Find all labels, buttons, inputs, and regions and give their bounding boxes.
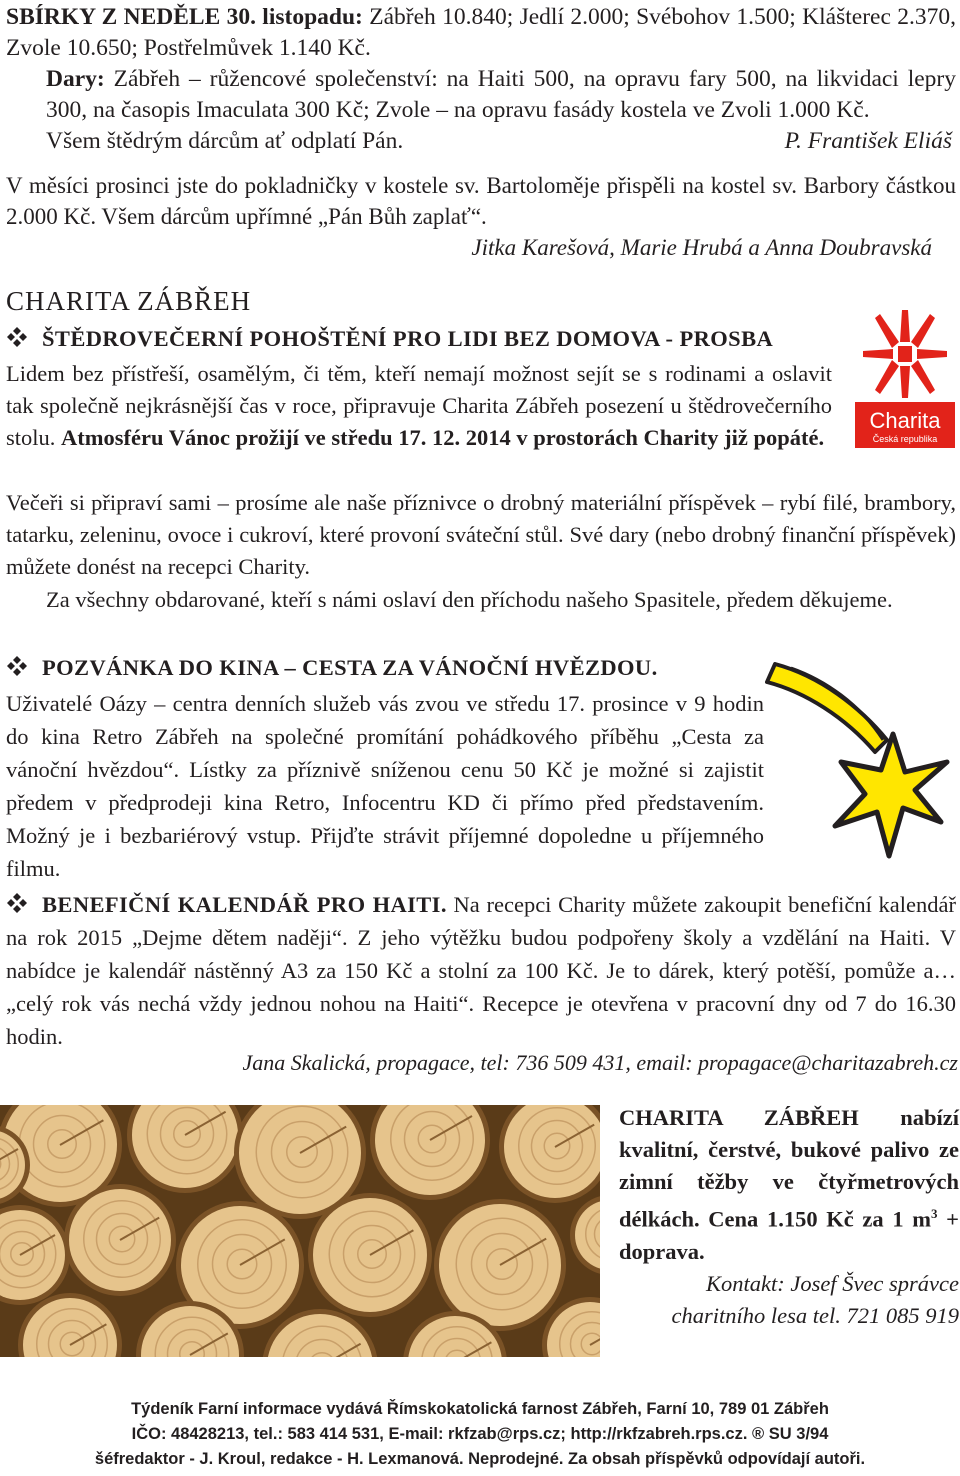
donations-paragraph xyxy=(6,64,956,126)
firewood-offer-tail: + doprava. xyxy=(619,1206,959,1264)
section-heading-cinema xyxy=(6,655,658,681)
section-heading-text: ŠTĚDROVEČERNÍ POHOŠTĚNÍ PRO LIDI BEZ DOMOVA - PROSBA xyxy=(42,326,774,351)
december-collection-text: V měsíci prosinci jste do pokladničky v kostele sv. Bartoloměje přispěli na kostel sv. Barbory částkou 2.000 Kč. Všem dárcům upřímné „Pán Bůh zaplať“. xyxy=(6,173,956,229)
christmas-dinner-request: Večeři si připraví sami – prosíme ale naše příznivce o drobný materiální příspěvek – rybí filé, brambory, tatarku, zeleninu, ovoce i cukroví, které provoní sváteční stůl. Své dary (nebo drobný finanční příspěvek) můžete donést na recepci Charity. xyxy=(6,490,956,579)
december-collection-block xyxy=(6,170,956,263)
charita-logo xyxy=(855,306,955,448)
charita-title: CHARITA ZÁBŘEH xyxy=(6,286,252,316)
charita-logo-subtext: Česká republika xyxy=(872,434,938,444)
christmas-dinner-date: Atmosféru Vánoc prožijí ve středu 17. 12. 2014 v prostorách Charity již popáté. xyxy=(61,425,825,450)
firewood-offer-text: CHARITA ZÁBŘEH nabízí kvalitní, čerstvé, bukové palivo ze zimní těžby ve čtyřmetrových délkách. Cena 1.150 Kč za 1 m xyxy=(619,1105,959,1232)
propagace-signature: Jana Skalická, propagace, tel: 736 509 431, email: propagace@charitazabreh.cz xyxy=(242,1050,958,1075)
december-collection-signature: Jitka Karešová, Marie Hrubá a Anna Doubravská xyxy=(471,235,932,260)
haiti-calendar-text: Na recepci Charity můžete zakoupit benefiční kalendář na rok 2015 „Dejme dětem naději“. Z jeho výtěžku budou podpořeny školy a vzdělání na Haiti. V nabídce je kalendář nástěnný A3 za 150 Kč a stolní za 100 Kč. Je to dárek, který potěší, pomůže a… „celý rok vás nechá vždy jednou nohou na Haiti“. Recepce je otevřena v pracovní dny od 7 do 16.30 hodin. xyxy=(6,892,956,1049)
diamond-bullet-icon xyxy=(6,892,28,914)
section-heading-text: BENEFIČNÍ KALENDÁŘ PRO HAITI. xyxy=(42,892,447,917)
haiti-calendar-block xyxy=(6,888,956,1053)
firewood-offer xyxy=(619,1102,959,1268)
shooting-star-icon xyxy=(765,662,957,862)
christmas-dinner-thanks xyxy=(6,584,956,616)
christmas-dinner-intro: Lidem bez přístřeší, osamělým, či těm, kteří nemají možnost sejít se s rodinami a oslavit tak společně nejkrásnější čas v roce, připravuje Charita Zábřeh posezení u štědrovečerního stolu. xyxy=(6,361,832,450)
page-footer xyxy=(0,1397,960,1472)
footer-line-editors: šéfredaktor - J. Kroul, redakce - H. Lexmanová. Neprodejné. Za obsah příspěvků odpovídají autoři. xyxy=(94,1450,866,1468)
footer-line-contact: IČO: 48428213, tel.: 583 414 531, E-mail: rkfzab@rps.cz; http://rkfzabreh.rps.cz. ® SU 3/94 xyxy=(131,1425,829,1443)
cinema-invitation-text: Uživatelé Oázy – centra denních služeb vás zvou ve středu 17. prosince v 9 hodin do kina Retro Zábřeh na společné promítání pohádkového příběhu „Cesta za vánoční hvězdou“. Lístky za příznivě sníženou cenu 50 Kč je možné si zajistit předem v předprodeji kina Retro, Infocentru KD či přímo před představením. Možný je i bezbariérový vstup. Přijďte strávit příjemné dopoledne u příjemného filmu. xyxy=(6,691,764,881)
firewood-photo xyxy=(0,1105,600,1357)
firewood-contact: Kontakt: Josef Švec správce charitního lesa tel. 721 085 919 xyxy=(671,1270,959,1328)
collections-label: SBÍRKY Z NEDĚLE 30. listopadu: xyxy=(6,4,363,30)
firewood-offer-block xyxy=(619,1102,959,1332)
diamond-bullet-icon xyxy=(6,326,28,348)
christmas-dinner-text xyxy=(6,358,832,454)
charita-logo-wordmark: Charita xyxy=(869,408,941,433)
section-heading-text: POZVÁNKA DO KINA – CESTA ZA VÁNOČNÍ HVĚZDOU. xyxy=(42,655,658,680)
collections-paragraph xyxy=(6,2,956,64)
christmas-dinner-thanks-text: Za všechny obdarované, kteří s námi oslaví den příchodu našeho Spasitele, předem děkujeme. xyxy=(46,587,893,612)
donations-label: Dary: xyxy=(46,66,105,92)
priest-signature: P. František Eliáš xyxy=(784,128,952,154)
donations-text: Zábřeh – růžencové společenství: na Haiti 500, na opravu fary 500, na likvidaci lepry 300, na časopis Imaculata 300 Kč; Zvole – na opravu fasády kostela ve Zvoli 1.000 Kč. xyxy=(46,66,956,123)
diamond-bullet-icon xyxy=(6,655,28,677)
collections-block xyxy=(6,2,956,157)
thanks-text: Všem štědrým dárcům ať odplatí Pán. xyxy=(46,128,404,154)
thanks-row xyxy=(6,126,956,157)
firewood-offer-sup: 3 xyxy=(931,1206,938,1221)
section-heading-christmas-dinner xyxy=(6,326,773,352)
footer-line-publisher: Týdeník Farní informace vydává Římskokatolická farnost Zábřeh, Farní 10, 789 01 Zábřeh xyxy=(131,1400,829,1418)
collections-amounts: Zábřeh 10.840; Jedlí 2.000; Svébohov 1.500; Klášterec 2.370, Zvole 10.650; Postřelmůvek 1.140 Kč. xyxy=(6,4,956,61)
